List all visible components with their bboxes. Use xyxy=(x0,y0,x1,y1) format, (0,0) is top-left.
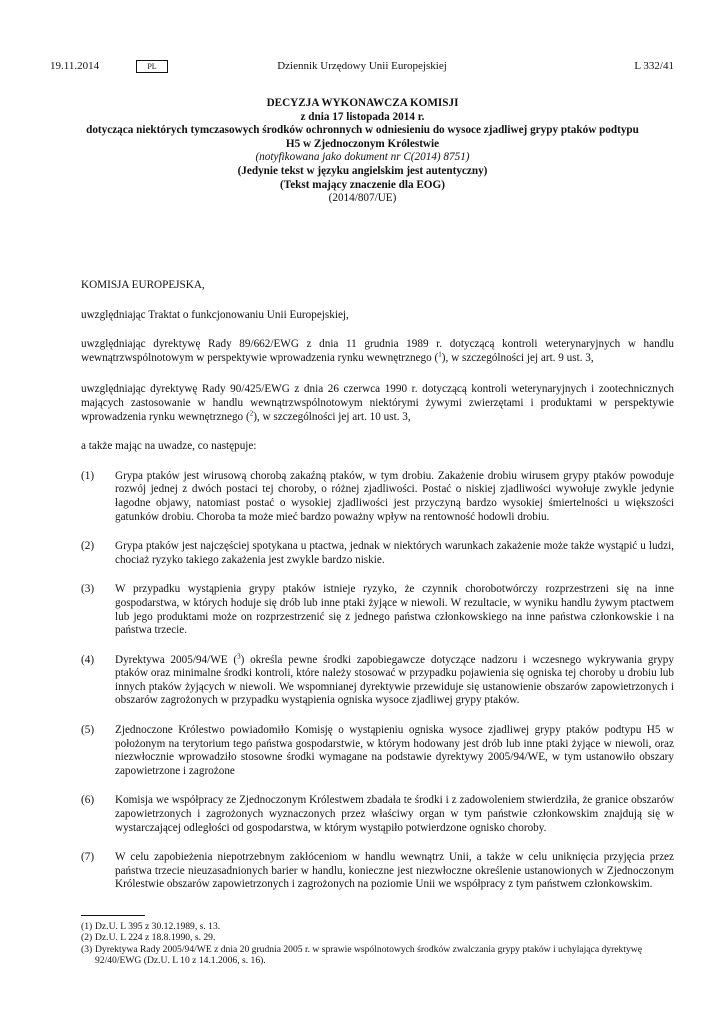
journal-name: Dziennik Urzędowy Unii Europejskiej xyxy=(277,60,447,72)
footnote-2 xyxy=(81,932,674,943)
commission-heading: KOMISJA EUROPEJSKA, xyxy=(81,279,205,291)
recital-6 xyxy=(81,794,674,835)
recital-5 xyxy=(81,724,674,778)
footnote-number: (1) xyxy=(81,921,93,932)
recital-text: W przypadku wystąpienia grypy ptaków istnieje ryzyko, że czynnik chorobotwórczy rozprzestrzeni się na inne gospodarstwa, w których hoduje się drób lub inne ptaki żyjące w niewoli. W rezultacie, w wyniku handlu żywym ptactwem lub jego produktami może on rozprzestrzenić się z jednego państwa członkowskiego na inne państwa członkowskie i na państwa trzecie. xyxy=(115,583,674,637)
footnote-number: (2) xyxy=(81,932,93,944)
recital-7 xyxy=(81,851,674,892)
footnote-divider xyxy=(81,915,145,916)
recital-2 xyxy=(81,540,674,567)
recital-number: (6) xyxy=(81,794,95,807)
footnote-ref: 1 xyxy=(438,350,442,359)
footnote-ref: 3 xyxy=(237,651,241,660)
decision-subject: dotycząca niektórych tymczasowych środków ochronnych w odniesieniu do wysoce zjadliwej grypy ptaków podtypu H5 w Zjednoczonym Królestwie xyxy=(86,124,639,150)
decision-date: z dnia 17 listopada 2014 r. xyxy=(300,110,425,123)
footnote-text: Dyrektywa Rady 2005/94/WE z dnia 20 grudnia 2005 r. w sprawie wspólnotowych środków zwalczania grypy ptaków i uchylająca dyrektywę 92/40/EWG (Dz.U. L 10 z 14.1.2006, s. 16). xyxy=(95,943,642,967)
recital-text: Zjednoczone Królestwo powiadomiło Komisję o wystąpieniu ogniska wysoce zjadliwej grypy ptaków podtypu H5 w położonym na terytorium tego państwa gospodarstwie, w którym hodowany jest drób lub inne ptaki żyjące w niewoli, oraz niezwłocznie wprowadziło stosowne środki wymagane na podstawie dyrektywy 2005/94/WE, w tym ustanowiło obszary zapowietrzone i zagrożone xyxy=(115,724,674,777)
recital-number: (4) xyxy=(81,653,95,666)
header-date: 19.11.2014 xyxy=(50,60,100,72)
title-block xyxy=(80,97,645,206)
footnotes xyxy=(81,915,674,967)
document-body xyxy=(81,279,674,892)
eea-relevance-note: (Tekst mający znaczenie dla EOG) xyxy=(280,178,445,191)
citation-text: ), w szczególności jej art. 9 ust. 3, xyxy=(441,351,594,364)
citation-directive-90-425 xyxy=(81,383,674,424)
recital-text: Grypa ptaków jest najczęściej spotykana u ptactwa, jednak w niektórych warunkach zakażenie może także wystąpić u ludzi, chociaż ryzyko takiego zakażenia jest zwykle bardzo niskie. xyxy=(115,540,674,566)
recital-text: Grypa ptaków jest wirusową chorobą zakaźną ptaków, w tym drobiu. Zakażenie drobiu wirusem grypy ptaków powoduje rozwój jednej z dwóch postaci tej choroby, o różnej zjadliwości. Postać o niskiej zjadliwości wywołuje zwykle jedynie łagodne objawy, natomiast postać o wysokiej zjadliwości jest przyczyną bardzo wysokiej śmiertelności u większości gatunków drobiu. Choroba ta może mieć bardzo poważny wpływ na rentowność hodowli drobiu. xyxy=(115,469,674,523)
recital-number: (2) xyxy=(81,540,95,553)
authentic-language-note: (Jedynie tekst w języku angielskim jest autentyczny) xyxy=(237,164,488,177)
recital-text: Dyrektywa 2005/94/WE ( xyxy=(115,653,238,666)
footnote-1 xyxy=(81,921,674,932)
page-header xyxy=(50,60,674,74)
recital-text: Komisja we współpracy ze Zjednoczonym Królestwem zbadała te środki i z zadowoleniem stwierdziła, że granice obszarów zapowietrzonych i zagrożonych wyznaczonych przez właściwy organ w tym państwie członkowskim znajdują się w wystarczającej odległości od gospodarstwa, w którym wystąpiło potwierdzone ognisko choroby. xyxy=(115,794,674,834)
citation-treaty: uwzględniając Traktat o funkcjonowaniu Unii Europejskiej, xyxy=(81,308,349,321)
citation-text: ), w szczególności jej art. 10 ust. 3, xyxy=(253,410,411,423)
footnote-number: (3) xyxy=(81,943,93,955)
language-box: PL xyxy=(136,60,168,73)
recital-1 xyxy=(81,470,674,524)
recital-number: (7) xyxy=(81,851,95,864)
citation-text: uwzględniając dyrektywę Rady 89/662/EWG z dnia 11 grudnia 1989 r. dotyczącą kontroli weterynaryjnych w handlu wewnątrzwspólnotowym w perspektywie wprowadzenia rynku wewnętrznego ( xyxy=(81,338,674,364)
footnote-text: Dz.U. L 395 z 30.12.1989, s. 13. xyxy=(95,921,221,932)
decision-reference: (2014/807/UE) xyxy=(328,192,397,205)
footnote-text: Dz.U. L 224 z 18.8.1990, s. 29. xyxy=(95,932,216,944)
recital-number: (5) xyxy=(81,724,95,737)
page-reference: L 332/41 xyxy=(634,60,674,72)
citation-directive-89-662 xyxy=(81,338,674,365)
whereas-intro: a także mając na uwadze, co następuje: xyxy=(81,440,257,453)
recital-text: ) określa pewne środki zapobiegawcze dotyczące nadzoru i wczesnego wykrywania grypy ptaków oraz minimalne środki kontroli, które należy stosować w przypadku pojawienia się ogniska tej choroby u drobiu lub innych ptaków żyjących w niewoli. We wspomnianej dyrektywie przewiduje się ustanowienie obszarów zapowietrzonych i obszarów zagrożonych w przypadku wystąpienia ogniska wysoce zjadliwej grypy ptaków. xyxy=(115,653,674,707)
decision-title: DECYZJA WYKONAWCZA KOMISJI xyxy=(266,97,459,109)
recital-number: (1) xyxy=(81,469,95,482)
recital-number: (3) xyxy=(81,583,95,596)
notification-note: (notyfikowana jako dokument nr C(2014) 8751) xyxy=(255,151,470,164)
recital-4 xyxy=(81,651,674,708)
recital-3 xyxy=(81,583,674,637)
citation-text: uwzględniając dyrektywę Rady 90/425/EWG z dnia 26 czerwca 1990 r. dotyczącą kontroli weterynaryjnych i zootechnicznych mających zastosowanie w handlu wewnątrzwspólnotowym niektórymi żywymi zwierzętami i produktami w perspektywie wprowadzenia rynku wewnętrznego ( xyxy=(81,383,674,423)
footnote-3 xyxy=(81,944,674,967)
footnote-ref: 2 xyxy=(249,408,254,417)
recital-text: W celu zapobieżenia niepotrzebnym zakłóceniom w handlu wewnątrz Unii, a także w celu uniknięcia przyjęcia przez państwa trzecie nieuzasadnionych barier w handlu, konieczne jest niezwłoczne określenie ustanowionych w Zjednoczonym Królestwie obszarów zapowietrzonych i zagrożonych na poziomie Unii we współpracy z tym państwem członkowskim. xyxy=(115,851,674,891)
